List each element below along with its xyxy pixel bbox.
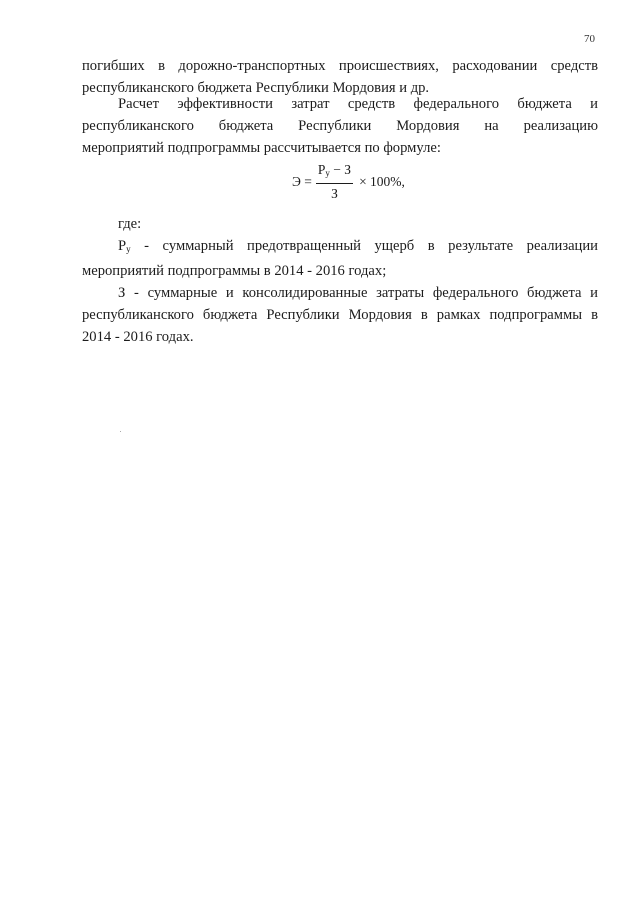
paragraph-efficiency <box>82 93 598 159</box>
paragraph-line: мероприятий подпрограммы рассчитывается по формуле: <box>82 140 441 156</box>
formula-num-symbol: Р <box>317 162 326 177</box>
formula-denominator: З <box>331 186 338 201</box>
paragraph-line: погибших в дорожно-транспортных происшествиях, расходовании средств <box>82 58 598 74</box>
def1-subscript: у <box>126 244 131 254</box>
definition-line: республиканского бюджета Республики Мордовия в рамках подпрограммы в <box>82 307 598 323</box>
formula-fraction <box>316 162 353 202</box>
where-label: где: <box>118 216 142 232</box>
formula-lhs: Э = <box>292 174 312 189</box>
formula-num-rest: − З <box>329 162 352 177</box>
def1-text: - суммарный предотвращенный ущерб в результате реализации <box>130 238 598 254</box>
paragraph-line: республиканского бюджета Республики Мордовия на реализацию <box>82 118 598 134</box>
paragraph-line: республиканского бюджета Республики Мордовия и др. <box>82 80 430 96</box>
definition-line: мероприятий подпрограммы в 2014 - 2016 годах; <box>82 263 387 279</box>
definitions <box>82 213 598 348</box>
page-number: 70 <box>584 33 595 45</box>
def1-symbol: Р <box>118 238 127 254</box>
definition-line: 2014 - 2016 годах. <box>82 329 194 345</box>
efficiency-formula <box>292 160 405 204</box>
formula-rhs: × 100%, <box>359 174 405 189</box>
formula-num-subscript: у <box>325 168 330 178</box>
formula-numerator <box>316 162 353 184</box>
paragraph-line: Расчет эффективности затрат средств федерального бюджета и <box>118 96 598 112</box>
definition-line <box>82 235 598 260</box>
scan-speck <box>120 431 121 432</box>
definition-line: З - суммарные и консолидированные затраты федерального бюджета и <box>118 285 598 301</box>
